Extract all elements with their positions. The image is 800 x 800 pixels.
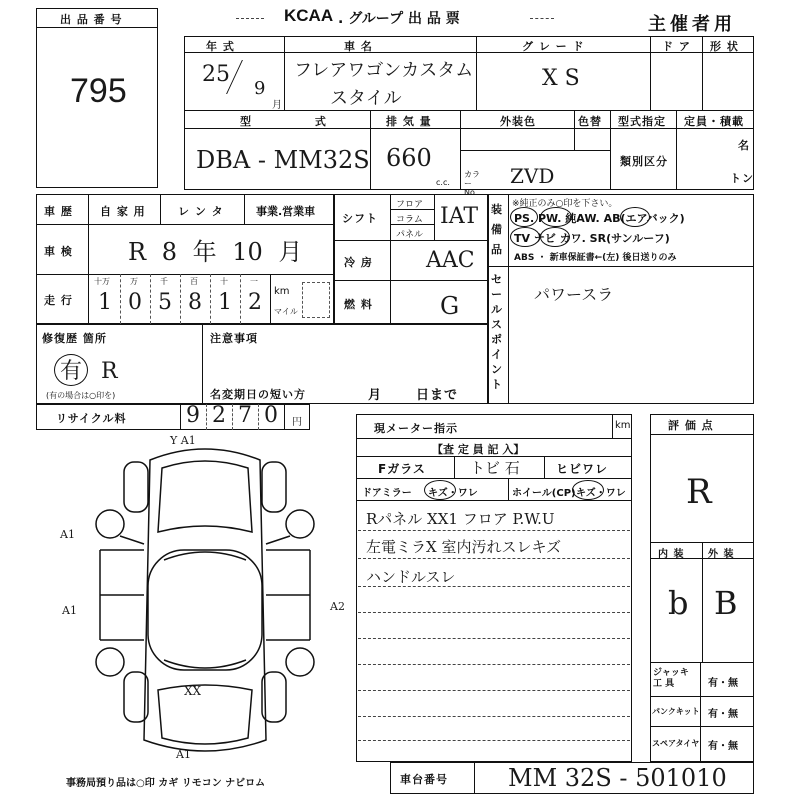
diagram-mark-bottom: A1 [176,748,191,761]
color-no-label: カラー No. [464,170,480,197]
rental-option[interactable]: レ ン タ [178,205,224,218]
km-label: km [274,286,290,297]
form-title: . グループ 出 品 票 [338,11,460,27]
type-designation-label: 型式指定 [618,115,666,128]
shape-label: 形 状 [710,40,739,53]
car-name-label: 車 名 [344,40,373,53]
exterior-color-label: 外装色 [500,115,536,128]
score-label: 評 価 点 [668,419,714,432]
door-mirror-label: ドアミラー [362,488,412,499]
mile-label: マイル [274,307,298,316]
name-change-month: 月 [368,388,383,403]
spare-tire-yes-no[interactable]: 有・無 [708,741,738,752]
year-value: 25 [202,62,230,87]
recycle-unit: 円 [292,417,302,428]
model-value: DBA - MM32S [196,146,370,174]
diagram-mark-top: Y A1 [170,434,196,447]
model-label: 型 式 [240,115,356,128]
sales-point-side-label: セールスポイント [491,273,502,391]
exterior-label: 外 装 [708,549,735,560]
repair-note: (有の場合は○印を) [46,391,116,400]
tv-circle-mark [510,227,540,247]
mileage-digit: 8 [188,290,202,315]
jack-label: ジャッキ 工 具 [653,668,689,689]
puncture-kit-label: パンクキット [652,707,700,716]
shift-value: IAT [440,204,479,229]
sales-point-value: パワースラ [534,285,614,304]
inspector-comment-1: Rパネル XX1 フロア P.W.U [366,510,555,528]
digit-header: 千 [160,277,168,286]
ac-value: AAC [426,248,475,273]
tobiishi-value: トビ 石 [470,459,520,477]
diagram-mark-left-lower: A1 [62,604,77,617]
organizer-label: 主催者用 [648,14,736,35]
inspection-value: R 8 年 10 月 [128,238,303,266]
grade-label: グ レ ー ド [522,40,585,53]
equipment-line-2[interactable]: TV ナビ カワ. SR(サンルーフ) [514,232,670,245]
ton-unit: トン [730,172,754,185]
mileage-digit: 2 [248,290,262,315]
name-change-label: 名変期日の短い方 [210,388,306,401]
color-no-value: ZVD [510,164,555,188]
floor-option[interactable]: フロア [396,200,424,210]
recycle-label: リサイクル料 [56,412,127,425]
mile-checkbox[interactable] [302,282,330,318]
ps-circle-mark [510,207,538,227]
kizu-ware-1: キズ・ワレ [428,488,478,499]
meter-unit: km [615,420,631,431]
diagram-mark-left-upper: A1 [60,528,75,541]
year-label: 年 式 [206,40,235,53]
month-unit: 月 [272,100,282,111]
mileage-digit: 1 [218,290,232,315]
repair-yes-circle [54,354,88,386]
inspector-header: 【査 定 員 記 入】 [432,443,525,456]
panel-option[interactable]: パネル [396,230,424,240]
digit-header: 十万 [94,277,110,286]
mileage-label: 走 行 [44,294,73,307]
kizu-ware-2: キズ・ワレ [576,488,626,499]
inspector-comment-2: 左電ミラX 室内汚れスレキズ [366,538,562,556]
equipment-line-3[interactable]: ABS ・ 新車保証書←(左) 後日送りのみ [514,253,677,263]
cc-unit: c.c. [436,178,450,187]
brand-logo: KCAA [284,6,334,25]
chassis-value: MM 32S - 501010 [508,764,727,792]
wheel-kizu-circle-mark [572,480,604,500]
lot-number-value: 795 [70,72,127,110]
notes-label: 注意事項 [210,332,258,345]
chassis-label: 車台番号 [400,773,448,786]
jack-yes-no[interactable]: 有・無 [708,678,738,689]
digit-header: 百 [190,277,198,286]
equipment-line-1[interactable]: PS. PW. 純AW. AB(エアバック) [514,212,685,225]
car-name-line1: フレアワゴンカスタム [294,60,474,81]
diagram-footer: 事務局預り品は○印 カギ リモコン ナビロム [66,778,266,789]
mileage-digit: 5 [158,290,172,315]
exterior-value: B [714,584,738,622]
inspection-label: 車 検 [44,245,73,258]
recycle-digit: 9 [186,403,200,428]
digit-header: 一 [250,277,258,286]
shift-label: シフト [342,212,378,225]
repair-value: 有 R [60,359,118,384]
digit-header: 十 [220,277,228,286]
f-glass-label: Fガラス [378,462,426,476]
equipment-side-label: 装 備 品 [491,203,502,256]
displacement-value: 660 [386,144,432,172]
color-change-label: 色替 [578,115,602,128]
recycle-digit: 7 [238,403,252,428]
recycle-digit: 2 [212,403,226,428]
capacity-label: 定員・積載 [684,115,744,128]
hibiware-label: ヒビワレ [556,462,609,476]
recycle-digit: 0 [264,403,278,428]
persons-unit: 名 [738,139,750,152]
lot-number-label: 出 品 番 号 [60,13,123,26]
month-value: 9 [254,78,266,99]
diagram-mark-rear-panel: XX [184,684,202,698]
private-use-option[interactable]: 自 家 用 [100,205,146,218]
displacement-label: 排 気 量 [386,115,432,128]
ab-circle-mark [620,207,650,227]
spare-tire-label: スペアタイヤ [652,739,700,748]
mileage-digit: 0 [128,290,142,315]
diagram-mark-right: A2 [330,600,345,613]
column-option[interactable]: コラム [396,215,423,225]
ac-label: 冷 房 [344,256,373,269]
score-value: R [686,472,712,512]
fuel-label: 燃 料 [344,298,373,311]
grade-value: X S [542,66,580,91]
car-name-line2: スタイル [330,88,402,109]
meter-label: 現メーター指示 [374,422,458,435]
history-label: 車 歴 [44,205,73,218]
inspector-comment-3: ハンドルスレ [366,568,456,586]
fuel-value: G [440,292,460,320]
pw-circle-mark [540,207,572,227]
digit-header: 万 [130,277,138,286]
mileage-digit: 1 [98,290,112,315]
kizu-circle-mark [424,480,456,500]
repair-label: 修復歴 箇所 [42,332,107,345]
interior-label: 内 装 [658,549,685,560]
wheel-label: ホイール(CP) [512,488,576,499]
name-change-day: 日まで [416,388,459,403]
equipment-note: ※純正のみ○印を下さい。 [512,199,618,209]
car-damage-diagram [80,440,330,770]
puncture-kit-yes-no[interactable]: 有・無 [708,709,738,720]
interior-value: b [668,584,689,622]
business-option[interactable]: 事業.営業車 [256,205,316,218]
category-label: 類別区分 [620,155,668,168]
navi-circle-mark [540,227,570,247]
door-label: ド ア [662,40,691,53]
